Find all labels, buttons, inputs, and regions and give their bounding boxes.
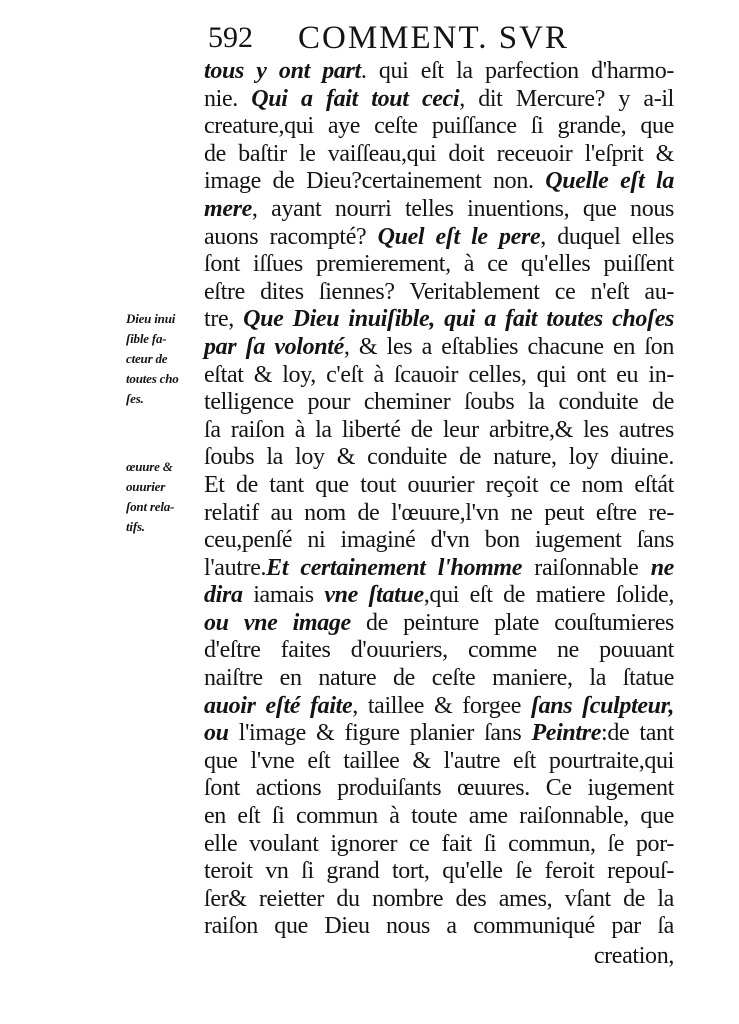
text-line (204, 58, 674, 86)
text-line (204, 831, 674, 859)
text-line (204, 279, 674, 307)
margin-note-line: cteur de (126, 351, 168, 366)
text-run: d'eſtre faites d'ouuriers, comme ne pouuant (204, 637, 674, 664)
margin-note-line: ouurier (126, 479, 166, 494)
text-run: de peinture plate couſtumieres (350, 609, 674, 636)
text-run: creature,qui aye ceſte puiſſance ſi grande, que (204, 113, 674, 140)
text-line (204, 610, 674, 638)
text-run: naiſtre en nature de ceſte maniere, la ſtatue (204, 665, 674, 692)
text-line (204, 500, 674, 528)
text-line (204, 389, 674, 417)
text-line (204, 748, 674, 776)
text-line (204, 86, 674, 114)
italic-phrase: ſans ſculpteur, (530, 692, 674, 719)
text-line (204, 913, 674, 941)
text-run: raiſonnable (522, 554, 651, 581)
text-run: , ayant nourri telles inuentions, que nous (251, 195, 674, 222)
italic-phrase: tous y ont part (204, 58, 361, 84)
italic-phrase: Quelle eſt la (545, 168, 674, 195)
text-line (204, 555, 674, 583)
text-run: nie. (204, 85, 252, 112)
text-run: ſa raiſon à la liberté de leur arbitre,& les autres (204, 416, 674, 443)
text-run: eſtre dites ſiennes? Veritablement ce n'eſt au- (204, 278, 674, 305)
italic-phrase: vne ſtatue (324, 582, 424, 609)
text-run: auons racompté? (204, 223, 378, 250)
catchword: creation, (593, 943, 674, 969)
text-run: elle voulant ignorer ce fait ſi commun, ſe por- (204, 830, 674, 857)
margin-note-line: ſes. (126, 391, 144, 406)
italic-phrase: ou (204, 720, 229, 747)
text-run: que l'vne eſt taillee & l'autre eſt pourtraite,qui (204, 747, 674, 774)
page-number: 592 (208, 21, 253, 54)
text-line (204, 637, 674, 665)
text-run: iamais (242, 582, 325, 609)
text-run: ſoubs la loy & conduite de nature, loy diuine. (204, 444, 674, 471)
text-line (204, 803, 674, 831)
margin-note-line: Dieu inui (126, 311, 176, 326)
text-line (204, 775, 674, 803)
text-line (204, 362, 674, 390)
text-line (204, 858, 674, 886)
text-line (204, 251, 674, 279)
margin-note-line: toutes cho (126, 371, 179, 386)
text-line (204, 113, 674, 141)
text-line (204, 665, 674, 693)
italic-phrase: ou vne image (204, 609, 351, 636)
text-run: raiſon que Dieu nous a communiqué par ſa (204, 913, 674, 940)
text-line (204, 224, 674, 252)
running-title: COMMENT. SVR (298, 20, 569, 56)
text-run: l'autre. (204, 554, 267, 581)
text-run: :de tant (601, 720, 674, 747)
text-run: Et de tant que tout ouurier reçoit ce nom eſtát (204, 471, 674, 498)
text-run: ,qui eſt de matiere ſolide, (423, 582, 674, 609)
text-line (204, 196, 674, 224)
text-run: , dit Mercure? y a-il (459, 85, 674, 112)
text-run: , taillee & forgee (352, 692, 531, 719)
italic-phrase: par ſa volonté (204, 333, 344, 360)
italic-phrase: dira (204, 582, 243, 609)
text-line (204, 168, 674, 196)
text-run: tre, (204, 306, 244, 333)
text-run: ſer& reietter du nombre des ames, vſant de la (204, 885, 674, 912)
italic-phrase: Que Dieu inuiſible, qui a fait toutes choſes (243, 306, 674, 333)
italic-phrase: Peintre (531, 720, 602, 747)
text-run: ſont actions produiſants œuures. Ce iugement (204, 775, 674, 802)
running-head (208, 18, 668, 58)
italic-phrase: ne (650, 554, 674, 581)
text-line (204, 141, 674, 169)
text-line (204, 306, 674, 334)
text-line (204, 886, 674, 914)
margin-note-line: œuure & (126, 459, 173, 474)
italic-phrase: Qui a fait tout ceci (251, 85, 460, 112)
italic-phrase: Quel eſt le pere (377, 223, 541, 250)
text-line (204, 527, 674, 555)
text-run: en eſt ſi commun à toute ame raiſonnable, que (204, 803, 674, 830)
margin-note-line: ſible fa- (126, 331, 167, 346)
margin-note-line: tifs. (126, 519, 145, 534)
italic-phrase: mere (204, 195, 252, 222)
text-run: ſont iſſues premierement, à ce qu'elles puiſſent (204, 251, 674, 278)
text-line (204, 444, 674, 472)
text-line (204, 472, 674, 500)
text-run: image de Dieu?certainement non. (204, 168, 546, 195)
text-run: . qui eſt la parfection d'harmo- (360, 58, 674, 84)
text-line (204, 334, 674, 362)
text-run: , duquel elles (540, 223, 674, 250)
text-run: , & les a eſtablies chacune en ſon (343, 333, 674, 360)
margin-note-dieu-invisible (126, 309, 206, 409)
italic-phrase: auoir eſté faite (204, 692, 353, 719)
margin-note-oeuvre-ouvrier (126, 457, 206, 537)
text-line (204, 693, 674, 721)
text-line (204, 582, 674, 610)
body-text (204, 58, 674, 971)
text-run: l'image & figure planier ſans (228, 720, 532, 747)
text-line (204, 417, 674, 445)
margin-note-line: ſont rela- (126, 499, 175, 514)
text-run: ceu,penſé ni imaginé d'vn bon iugement ſans (204, 527, 674, 554)
text-run: telligence pour cheminer ſoubs la conduite de (204, 389, 674, 416)
text-run: eſtat & loy, c'eſt à ſcauoir celles, qui ont eu in- (204, 361, 674, 388)
text-run: teroit vn ſi grand tort, qu'elle ſe feroit repouſ- (204, 858, 674, 885)
text-line (204, 720, 674, 748)
italic-phrase: Et certainement l'homme (266, 554, 523, 581)
text-run: relatif au nom de l'œuure,l'vn ne peut eſtre re- (204, 499, 674, 526)
text-run: de baſtir le vaiſſeau,qui doit receuoir l'eſprit & (204, 140, 674, 167)
